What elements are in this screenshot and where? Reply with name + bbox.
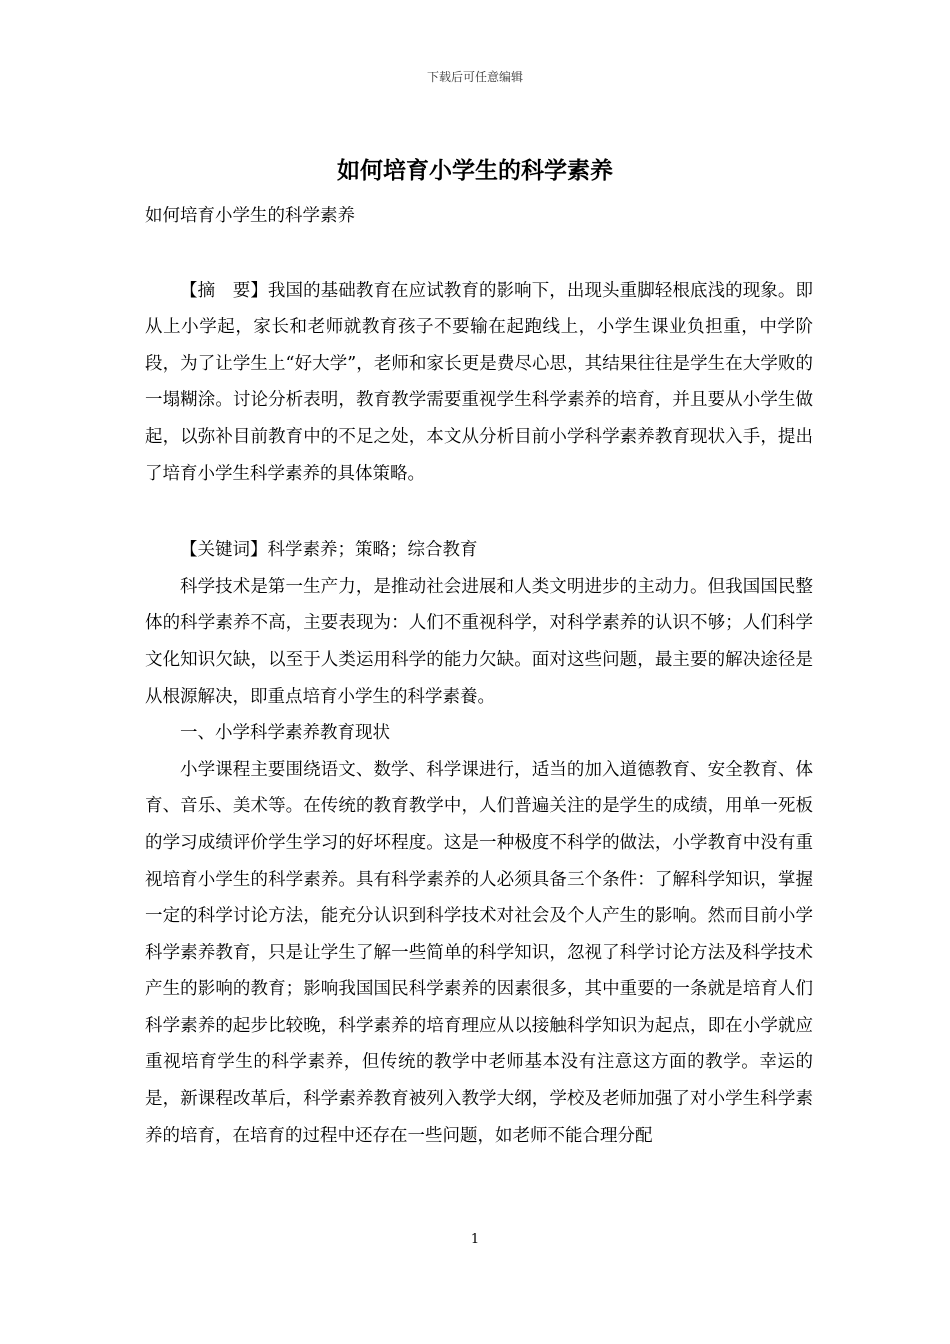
abstract-paragraph: 【摘 要】我国的基础教育在应试教育的影响下，出现头重脚轻根底浅的现象。即从上小学起，家长和老师就教育孩子不要输在起跑线上，小学生课业负担重，中学阶段，为了让学生上“好大学”，老师和家长更是费尽心思，其结果往往是学生在大学败的一塌糊涂。讨论分析表明，教育教学需要重视学生科学素养的培育，并且要从小学生做起，以弥补目前教育中的不足之处，本文从分析目前小学科学素养教育现状入手，提出了培育小学生科学素养的具体策略。 xyxy=(145,280,813,484)
section-heading: 一、小学科学素养教育现状 xyxy=(180,723,390,744)
body-paragraph-1: 科学技术是第一生产力，是推动社会进展和人类文明进步的主动力。但我国国民整体的科学素养不高，主要表现为：人们不重视科学，对科学素养的认识不够；人们科学文化知识欠缺，以至于人类运用科学的能力欠缺。面对这些问题，最主要的解决途径是从根源解决，即重点培育小学生的科学素養。 xyxy=(145,576,813,707)
document-body xyxy=(145,198,813,1154)
body-paragraph-2: 小学课程主要围绕语文、数学、科学课进行，适当的加入道德教育、安全教育、体育、音乐、美术等。在传统的教育教学中，人们普遍关注的是学生的成绩，用单一死板的学习成绩评价学生学习的好坏程度。这是一种极度不科学的做法，小学教育中没有重视培育小学生的科学素养。具有科学素养的人必须具备三个条件：了解科学知识，掌握一定的科学讨论方法，能充分认识到科学技术对社会及个人产生的影响。然而目前小学科学素养教育，只是让学生了解一些简单的科学知识，忽视了科学讨论方法及科学技术产生的影响的教育；影响我国国民科学素养的因素很多，其中重要的一条就是培育人们科学素养的起步比较晚，科学素养的培育理应从以接触科学知识为起点，即在小学就应重视培育学生的科学素养，但传统的教学中老师基本没有注意这方面的教学。幸运的是，新课程改革后，科学素养教育被列入教学大纲，学校及老师加强了对小学生科学素养的培育，在培育的过程中还存在一些问题，如老师不能合理分配 xyxy=(145,759,813,1146)
header-note: 下载后可任意编辑 xyxy=(426,70,523,84)
spacer xyxy=(145,492,813,532)
page-number: 1 xyxy=(470,1232,480,1247)
spacer xyxy=(145,235,813,273)
document-subtitle: 如何培育小学生的科学素养 xyxy=(145,206,355,226)
keywords-line: 【关键词】科学素养；策略；综合教育 xyxy=(180,540,478,561)
document-title: 如何培育小学生的科学素养 xyxy=(337,158,613,184)
